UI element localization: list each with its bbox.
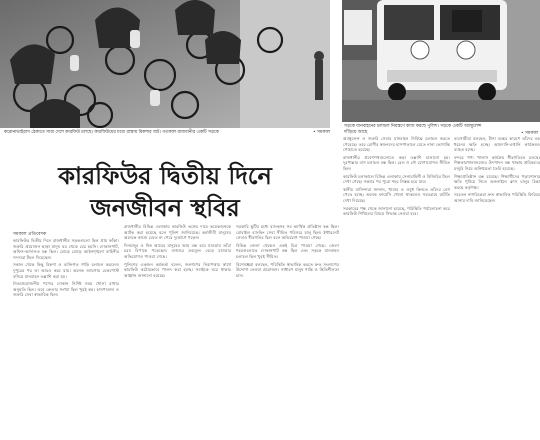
paragraph: ব্যবসায়ীরা বলছেন, টানা বন্ধের কারণে তাঁদের বড় ধরনের ক্ষতি হচ্ছে। আমদানি-রপ্তানি কার্যক্রমও ব্যাহত হচ্ছে।	[454, 136, 540, 153]
paragraph: শিক্ষাপ্রতিষ্ঠান বন্ধ রয়েছে। শিক্ষার্থীদের পড়াশোনার ক্ষতি পুষিয়ে নিতে অনলাইনে ক্লাস চালুর চিন্তা করছে কর্তৃপক্ষ।	[454, 173, 540, 190]
left-photo-caption: করোনাভাইরাস ঠেকাতে সারা দেশে কারফিউ চলছে। কারফিউয়ের মধ্যে রাস্তায় রিকশার জট। গতকাল রাজধানীর একটি সড়কে	[4, 130, 219, 135]
paragraph: দিনমজুর ও নিম্ন আয়ের মানুষের আয় বন্ধ হয়ে যাওয়ায় তাঁরা চরম বিপাকে পড়েছেন। বাজারে দ্রব্যমূল্য বেড়ে যাওয়ার অভিযোগও পাওয়া গেছে।	[124, 242, 231, 259]
headline-line-2: জনজীবন স্থবির	[90, 193, 240, 222]
byline: সমকাল প্রতিবেদক	[13, 232, 47, 237]
headline-line-1: কারফিউর দ্বিতীয় দিনে	[58, 161, 272, 190]
paragraph: পুলিশের একজন কর্মকর্তা বলেন, জনগণের নিরাপত্তার স্বার্থে কারফিউ কঠোরভাবে পালন করা হচ্ছে। সবাইকে ঘরে থাকার আহ্বান জানানো হয়েছে।	[124, 261, 231, 278]
headline	[30, 160, 300, 224]
right-photo-credit: • সমকাল	[521, 131, 538, 136]
paragraph: বন্দরে পণ্য খালাস কার্যক্রম ধীরগতিতে চলছে। শিল্পকারখানাগুলোর উৎপাদন বন্ধ থাকায় শ্রমিকদের মজুরি নিয়ে অনিশ্চয়তা তৈরি হয়েছে।	[454, 154, 540, 171]
paragraph: সরকারি ছুটির মধ্যে ব্যাংকসহ সব আর্থিক প্রতিষ্ঠান বন্ধ ছিল। মোবাইল ব্যাংকিং সেবা সীমিত পরিসরে চালু ছিল। ইন্টারনেট সেবাও ধীরগতির ছিল বলে অভিযোগ পাওয়া গেছে।	[236, 224, 339, 241]
paragraph: কারফিউ চলাকালে বিভিন্ন এলাকায় সেনাবাহিনী ও বিজিবির টহল দেখা গেছে। সন্ধ্যার পর পুরো শহর নিস্তব্ধ হয়ে যায়।	[343, 173, 450, 185]
paragraph: সরকারের পক্ষ থেকে জানানো হয়েছে, পরিস্থিতি পর্যালোচনা করে কারফিউ শিথিলের বিষয়ে সিদ্ধান্ত নেওয়া হবে।	[343, 205, 450, 217]
article-column-4	[343, 136, 450, 440]
paragraph: সচেতন নাগরিকেরা দ্রুত স্বাভাবিক পরিস্থিতি ফিরিয়ে আনার দাবি জানিয়েছেন।	[454, 192, 540, 203]
rickshaw-street-photo	[0, 0, 330, 128]
paragraph: নিত্যপ্রয়োজনীয় পণ্যের দোকান নির্দিষ্ট সময় খোলা রাখার অনুমতি ছিল। তবে ক্রেতার সংখ্যা ছিল খুবই কম। হাসপাতাল ও জরুরি সেবা স্বাভাবিক ছিল।	[13, 281, 119, 298]
paragraph: রাজধানীর বিভিন্ন এলাকায় কারফিউ ভঙ্গের দায়ে কয়েকজনকে আটক করা হয়েছে বলে পুলিশ জানিয়েছে। কর্মজীবী মানুষের অনেকে কাজে যেতে না পেরে দুর্ভোগে পড়েন।	[124, 224, 231, 241]
paragraph: বিশেষজ্ঞরা বলছেন, পরিস্থিতি স্বাভাবিক করতে দ্রুত সংলাপের উদ্যোগ নেওয়া প্রয়োজন। সাধারণ মানুষ শান্তি ও স্থিতিশীলতা চান।	[236, 261, 339, 278]
ambulance-van-photo	[342, 0, 540, 122]
article-column-1	[13, 238, 119, 440]
article-column-2	[124, 224, 231, 440]
paragraph: সকাল থেকে কিছু রিকশা ও ব্যক্তিগত গাড়ি চলাচল করলেও দুপুরের পর তা আরও কমে যায়। অনেক জায়গায় চেকপোস্ট বসিয়ে যানবাহন তল্লাশি করা হয়।	[13, 262, 119, 279]
paragraph: কারফিউর দ্বিতীয় দিনে রাজধানীর সড়কগুলো ছিল প্রায় ফাঁকা। জরুরি প্রয়োজন ছাড়া মানুষ ঘর থেকে বের হয়নি। দোকানপাট, অফিস-আদালত বন্ধ ছিল। মোড়ে মোড়ে আইনশৃঙ্খলা বাহিনীর সদস্যরা টহল দিয়েছেন।	[13, 238, 119, 260]
paragraph: রাজধানীর প্রবেশপথগুলোতে কড়া তল্লাশি চালানো হয়। দূরপাল্লার বাস চলাচল বন্ধ ছিল। রেল ও নৌ যোগাযোগও সীমিত ছিল।	[343, 154, 450, 171]
right-photo-caption: সড়কে যানবাহনের চলাচল নিয়ন্ত্রণে কাজ করছে পুলিশ। সড়কে একটি অ্যাম্বুলেন্স দাঁড়িয়ে আছে	[344, 124, 482, 135]
paragraph: স্থানীয় বাসিন্দারা জানান, খাবার ও ওষুধ কিনতে তাঁদের বেগ পেতে হচ্ছে। অনেক ফার্মেসি খোলা থাকলেও সরবরাহে ঘাটতি দেখা দিয়েছে।	[343, 186, 450, 203]
left-photo-credit: • সমকাল	[313, 130, 330, 135]
paragraph: বিভিন্ন জেলা থেকেও একই চিত্র পাওয়া গেছে। জেলা শহরগুলোতে দোকানপাট বন্ধ ছিল এবং সড়কে যানবাহন চলাচল ছিল খুবই সীমিত।	[236, 242, 339, 259]
article-column-3	[236, 224, 339, 440]
article-column-5	[454, 136, 540, 440]
paragraph: অ্যাম্বুলেন্স ও জরুরি সেবার যানবাহন নির্বিঘ্নে চলাচল করতে পেরেছে। তবে রোগীর স্বজনদের হাসপাতালে যেতে নানা ভোগান্তি পোহাতে হয়েছে।	[343, 136, 450, 153]
